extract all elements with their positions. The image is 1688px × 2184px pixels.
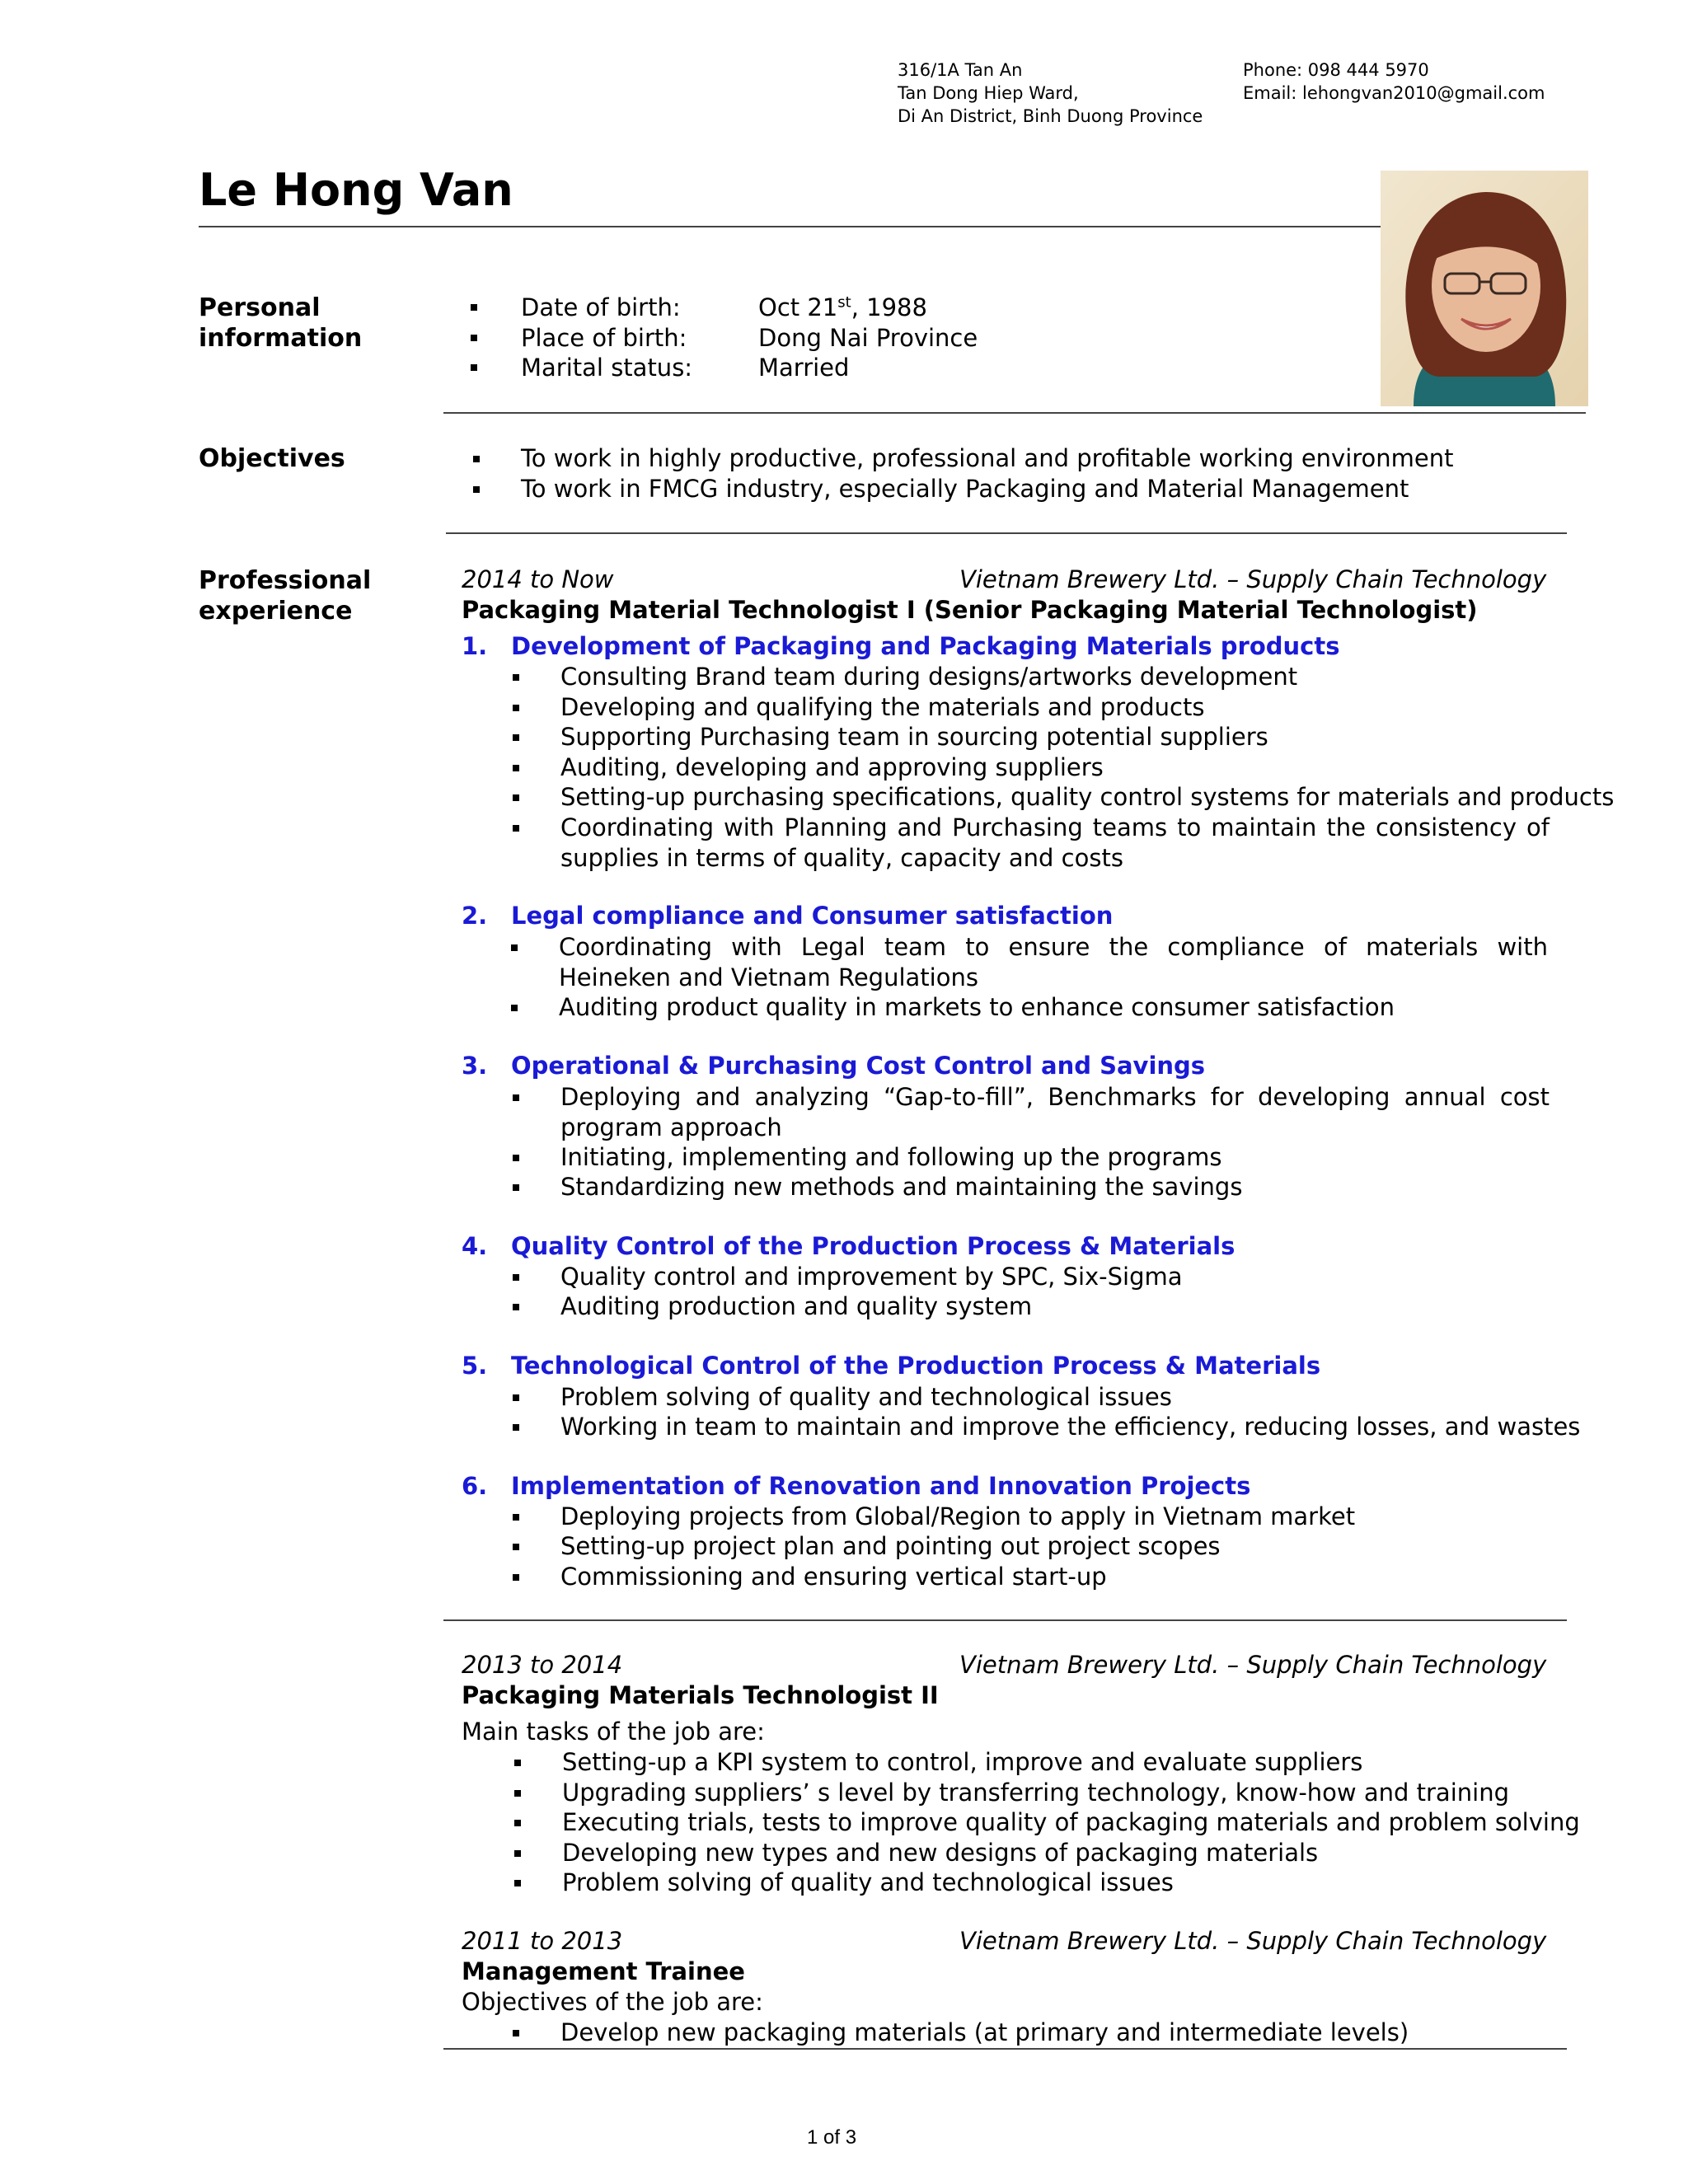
dob-value: Oct 21 [758,293,838,321]
bullet-icon [514,1850,521,1857]
info-value [758,293,927,322]
info-value: Dong Nai Province [758,324,978,352]
divider [199,226,1381,227]
section-heading-text: Operational & Purchasing Cost Control and Savings [511,1052,1206,1080]
section-title-line: Professional [199,566,372,595]
phone: Phone: 098 444 5970 [1243,60,1429,80]
page-number: 1 of 3 [807,2126,857,2149]
candidate-name: Le Hong Van [199,164,513,216]
bullet-icon [513,1094,519,1101]
bullet-icon [471,364,477,371]
job-period: 2013 to 2014 [462,1651,623,1679]
bullet-icon [471,335,477,341]
section-title-line: information [199,324,363,353]
bullet-icon [473,486,480,493]
bullet-icon [513,1394,519,1401]
bullet-icon [513,674,519,681]
info-label: Date of birth: [521,293,681,321]
bullet-icon [513,1424,519,1431]
bullet-icon [514,1760,521,1766]
bullet-icon [513,1274,519,1281]
address-line: Tan Dong Hiep Ward, [898,83,1079,103]
address-line: Di An District, Binh Duong Province [898,106,1203,126]
job-intro: Main tasks of the job are: [462,1718,765,1746]
objectives-title: Objectives [199,444,345,473]
divider [443,1619,1567,1621]
section-title-line: Personal [199,293,321,322]
address-block [898,59,1203,128]
bullet-icon [473,456,480,462]
bullet-icon [513,825,519,832]
info-label: Marital status: [521,354,693,382]
section-heading-text: Implementation of Renovation and Innovation Projects [511,1472,1251,1500]
bullet-icon [511,1005,518,1011]
section-heading-text: Technological Control of the Production Process & Materials [511,1352,1321,1380]
job-title: Packaging Materials Technologist II [462,1681,939,1709]
section-number: 3. [462,1052,488,1080]
info-value: Married [758,354,850,382]
email: Email: lehongvan2010@gmail.com [1243,83,1545,103]
section-number: 6. [462,1472,488,1500]
bullet-icon [513,1155,519,1161]
info-label: Place of birth: [521,324,687,352]
section-number: 1. [462,632,488,660]
job-company: Vietnam Brewery Ltd. – Supply Chain Technology [959,1927,1547,1955]
bullet-icon [471,304,477,311]
bullet-icon [513,705,519,711]
divider [443,412,1586,414]
divider [446,532,1567,534]
bullet-icon [513,2030,519,2036]
job-title: Packaging Material Technologist I (Senior Packaging Material Technologist) [462,596,1478,624]
bullet-icon [513,1574,519,1581]
contact-block [1243,59,1545,105]
bullet-icon [514,1880,521,1886]
bullet-icon [513,1514,519,1521]
bullet-icon [513,734,519,741]
job-company: Vietnam Brewery Ltd. – Supply Chain Technology [959,565,1547,593]
personal-info-title [199,293,362,354]
bullet-icon [513,1544,519,1550]
bullet-icon [511,944,518,951]
section-heading-text: Legal compliance and Consumer satisfaction [511,902,1114,930]
profile-photo [1381,171,1588,406]
section-title-line: experience [199,597,353,626]
bullet-icon [513,765,519,771]
dob-suffix: st [837,293,851,312]
experience-title [199,565,371,626]
bullet-icon [513,1184,519,1191]
section-number: 4. [462,1232,488,1260]
job-intro: Objectives of the job are: [462,1988,763,2016]
bullet-icon [513,1304,519,1310]
section-number: 5. [462,1352,488,1380]
bullet-icon [514,1790,521,1797]
address-line: 316/1A Tan An [898,60,1023,80]
bullet-icon [513,794,519,801]
section-heading-text: Quality Control of the Production Process & Materials [511,1232,1236,1260]
job-company: Vietnam Brewery Ltd. – Supply Chain Technology [959,1651,1547,1679]
bullet-icon [514,1820,521,1826]
job-title: Management Trainee [462,1957,745,1985]
section-number: 2. [462,902,488,930]
job-period: 2011 to 2013 [462,1927,623,1955]
job-period: 2014 to Now [462,565,614,593]
section-heading-text: Development of Packaging and Packaging Materials products [511,632,1340,660]
dob-year: , 1988 [851,293,927,321]
divider [443,2048,1567,2050]
